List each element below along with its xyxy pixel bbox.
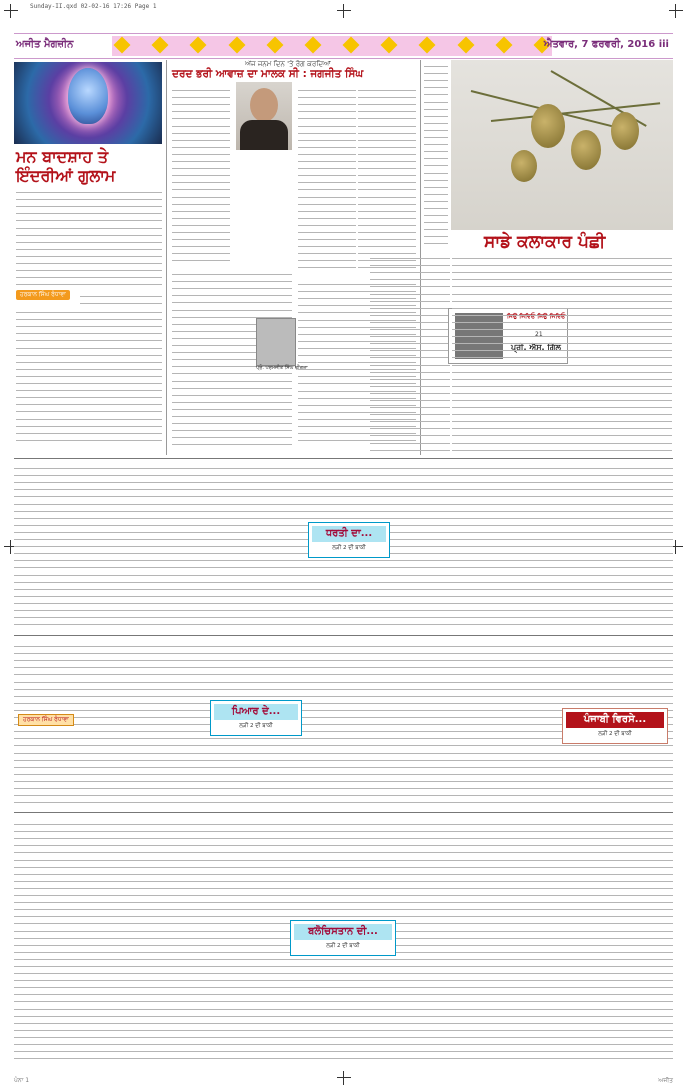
article2-kicker: ਅੱਜ ਜਨਮ ਦਿਨ 'ਤੇ ਰੋਗ ਕਰਦਿਆਂ — [245, 60, 331, 68]
article2-title: ਦਰਦ ਭਰੀ ਆਵਾਜ਼ ਦਾ ਮਾਲਕ ਸੀ : ਜਗਜੀਤ ਸਿੰਘ — [172, 68, 364, 80]
author-byline: ਹਰਕਾਨ ਸਿੰਘ ਰੰਧਾਵਾ — [16, 290, 70, 300]
box-balochistan — [290, 920, 396, 956]
footer-left: ਪੰਨਾ 1 — [14, 1077, 30, 1084]
author-card-name: ਪ੍ਰੀ. ਐਸ. ਗਿੱਲ — [511, 343, 561, 352]
article1-body-mid — [80, 290, 162, 306]
page-header — [14, 33, 673, 59]
registration-mark — [4, 4, 18, 18]
section-title: ਅਜੀਤ ਮੈਗਜ਼ੀਨ — [16, 39, 74, 50]
byline-box: ਹਰਕਾਨ ਸਿੰਘ ਰੰਧਾਵਾ — [18, 714, 74, 726]
author-photo — [256, 318, 296, 366]
article3-col1 — [370, 252, 450, 452]
author-name: ਪ੍ਰੋ. ਪਰਮਜੀਤ ਸਿੰਘ ਢੀਂਗਰਾ — [256, 365, 308, 371]
footer-right: ਅਜੀਤ — [658, 1077, 673, 1084]
box-dharti — [308, 522, 390, 558]
box-piaar — [210, 700, 302, 736]
article2-col2 — [298, 84, 356, 274]
article1-body-top — [16, 186, 162, 286]
page-date — [544, 39, 669, 50]
box-dharti-title: ਧਰਤੀ ਦਾ... — [312, 526, 386, 542]
date: ਐਤਵਾਰ, 7 ਫਰਵਰੀ, 2016 — [543, 39, 656, 50]
article1-title-line2: ਇੰਦਰੀਆਂ ਗੁਲਾਮ — [16, 166, 116, 185]
registration-mark — [669, 4, 683, 18]
box-punjabi — [562, 708, 668, 744]
author-card-num: 21 — [535, 331, 543, 338]
singer-photo — [236, 82, 292, 150]
article2-col4 — [358, 84, 416, 274]
box-punjabi-title: ਪੰਜਾਬੀ ਵਿਰਸੇ... — [566, 712, 664, 728]
article3-title: ਸਾਡੇ ਕਲਾਕਾਰ ਪੰਛੀ — [484, 232, 606, 252]
box-piaar-title: ਪਿਆਰ ਦੇ... — [214, 704, 298, 720]
article1-body-bottom — [16, 306, 162, 446]
box-piaar-sub: ਲੜੀ 2 ਦੀ ਬਾਕੀ — [239, 723, 273, 729]
weaver-nests-photo — [451, 60, 673, 230]
diamond-decoration — [116, 39, 548, 51]
box-balochistan-title: ਬਲੋਚਿਸਤਾਨ ਦੀ... — [294, 924, 392, 940]
spiritual-illustration — [14, 62, 162, 144]
author-card-label: ਜਿਉ ਜਿਵਿਓ ਜਿਉ ਜਿਵਿਓ — [507, 313, 566, 320]
box-dharti-sub: ਲੜੀ 2 ਦੀ ਬਾਕੀ — [332, 545, 366, 551]
header-band — [112, 36, 552, 56]
article3-body — [452, 252, 672, 452]
print-slug: Sunday-II.qxd 02-02-16 17:26 Page 1 — [30, 3, 157, 10]
article1-title-line1: ਮਨ ਬਾਦਸ਼ਾਹ ਤੇ — [16, 147, 109, 166]
article3-col0 — [424, 60, 448, 250]
box-punjabi-sub: ਲੜੀ 2 ਦੀ ਬਾਕੀ — [598, 731, 632, 737]
article2-col1 — [172, 84, 230, 264]
registration-mark — [337, 4, 351, 18]
page-footer — [14, 1077, 673, 1087]
box-balochistan-sub: ਲੜੀ 2 ਦੀ ਬਾਕੀ — [326, 943, 360, 949]
page-number: iii — [658, 39, 669, 50]
